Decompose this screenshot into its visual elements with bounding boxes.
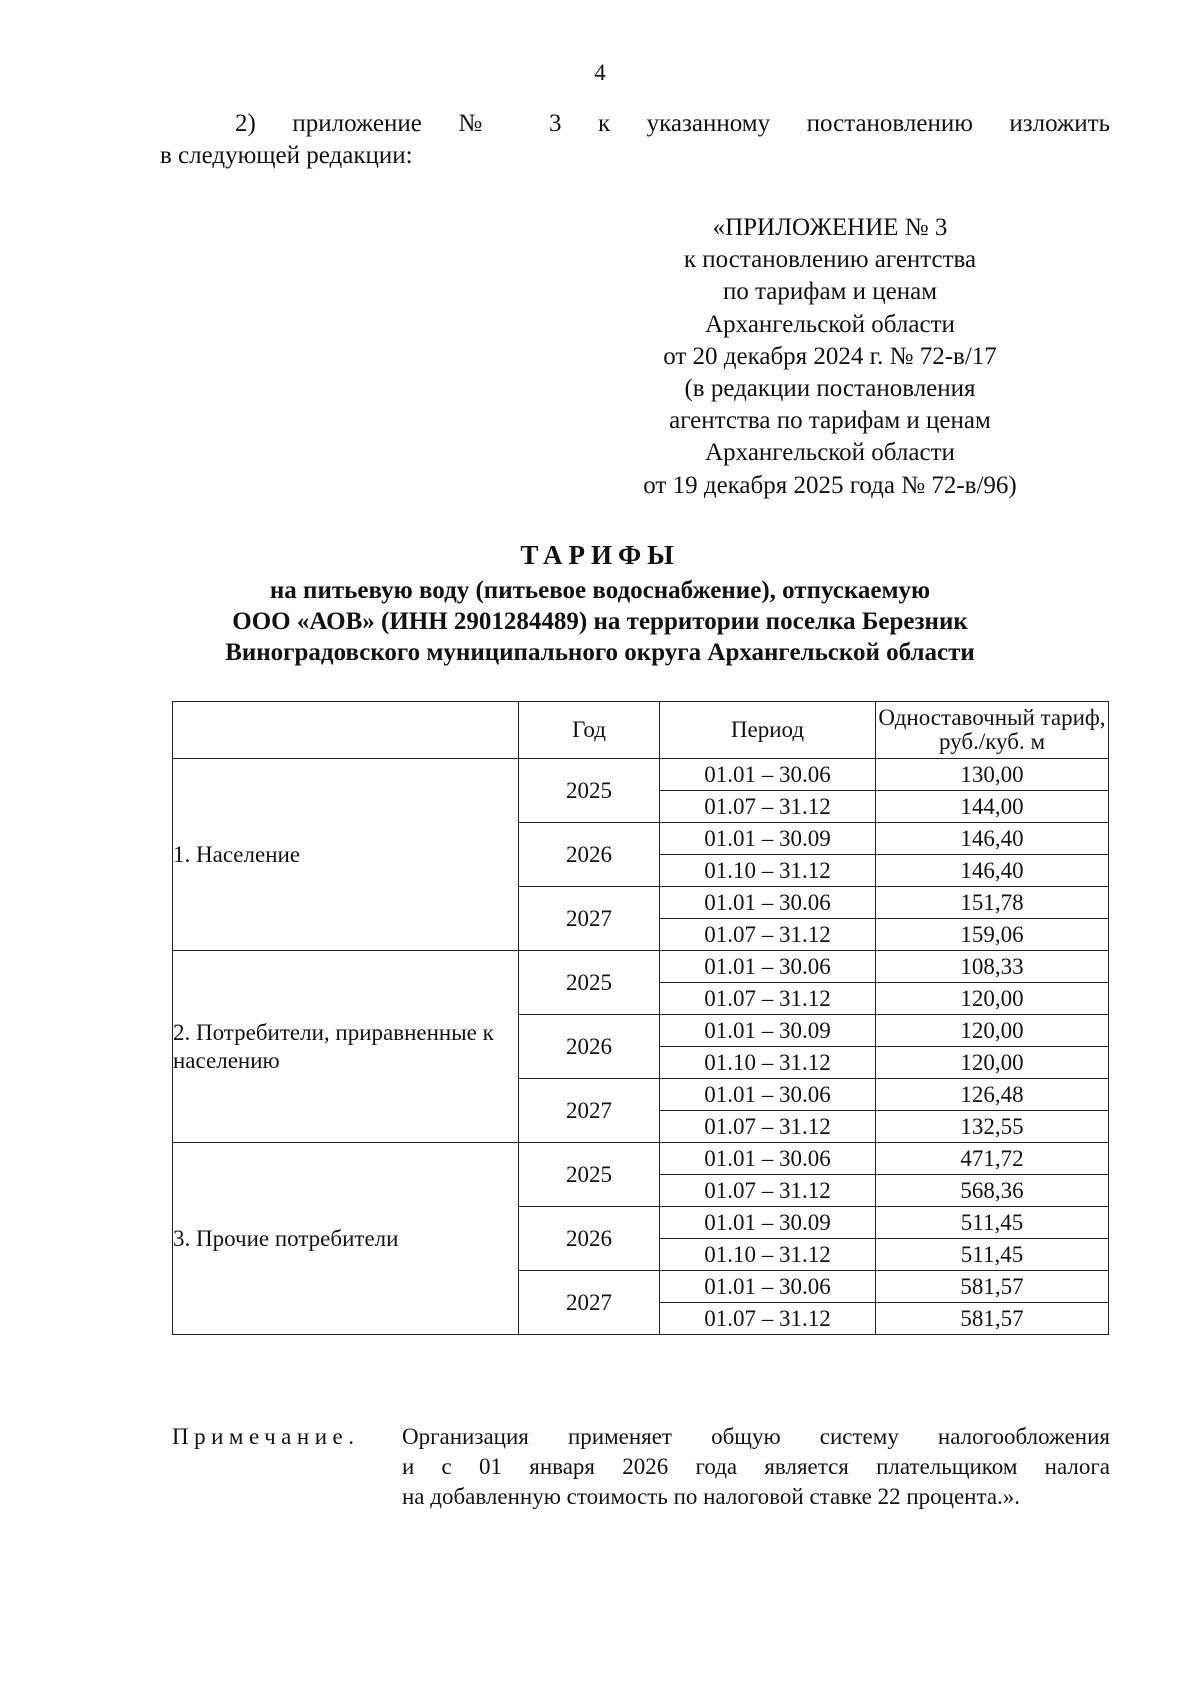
group-cell: 2. Потребители, приравненные к населению <box>173 951 519 1143</box>
period-cell: 01.01 – 30.06 <box>660 759 876 791</box>
year-cell: 2025 <box>519 951 660 1015</box>
header-year: Год <box>519 702 660 759</box>
period-cell: 01.10 – 31.12 <box>660 1047 876 1079</box>
tariff-cell: 132,55 <box>876 1111 1109 1143</box>
tariff-cell: 471,72 <box>876 1143 1109 1175</box>
year-cell: 2026 <box>519 1207 660 1271</box>
period-cell: 01.07 – 31.12 <box>660 1175 876 1207</box>
intro-paragraph <box>160 108 1110 172</box>
table-header-row <box>173 702 1109 759</box>
header-group <box>173 702 519 759</box>
period-cell: 01.01 – 30.06 <box>660 1271 876 1303</box>
period-cell: 01.07 – 31.12 <box>660 1111 876 1143</box>
year-cell: 2027 <box>519 1271 660 1335</box>
appendix-line: (в редакции постановления <box>684 375 976 403</box>
title-subtitle-line: Виноградовского муниципального округа Архангельской области <box>225 639 975 666</box>
note-text <box>402 1422 1110 1512</box>
page-number: 4 <box>594 60 606 85</box>
tariff-cell: 144,00 <box>876 791 1109 823</box>
period-cell: 01.01 – 30.06 <box>660 1143 876 1175</box>
table-row <box>173 759 1109 791</box>
appendix-header <box>580 212 1080 502</box>
title-main: ТАРИФЫ <box>520 540 680 570</box>
year-cell: 2026 <box>519 823 660 887</box>
appendix-line: по тарифам и ценам <box>722 278 938 306</box>
appendix-line: к постановлению агентства <box>683 246 977 274</box>
note-line: и с 01 января 2026 года является плательщиком налога <box>402 1454 1110 1479</box>
appendix-line: Архангельской области <box>705 439 955 467</box>
tariff-cell: 581,57 <box>876 1271 1109 1303</box>
period-cell: 01.01 – 30.06 <box>660 1079 876 1111</box>
header-period: Период <box>660 702 876 759</box>
title-subtitle-line: ООО «АОВ» (ИНН 2901284489) на территории поселка Березник <box>232 608 968 635</box>
group-cell: 3. Прочие потребители <box>173 1143 519 1335</box>
year-cell: 2025 <box>519 759 660 823</box>
tariff-cell: 511,45 <box>876 1239 1109 1271</box>
note-line: Организация применяет общую систему налогообложения <box>402 1424 1110 1449</box>
appendix-line: «ПРИЛОЖЕНИЕ № 3 <box>712 214 948 241</box>
intro-line-2: в следующей редакции: <box>160 142 413 169</box>
table-row <box>173 951 1109 983</box>
group-cell: 1. Население <box>173 759 519 951</box>
tariff-cell: 151,78 <box>876 887 1109 919</box>
year-cell: 2027 <box>519 1079 660 1143</box>
period-cell: 01.01 – 30.06 <box>660 951 876 983</box>
note-line: на добавленную стоимость по налоговой ставке 22 процента.». <box>402 1484 1021 1509</box>
tariff-cell: 146,40 <box>876 855 1109 887</box>
tariff-cell: 108,33 <box>876 951 1109 983</box>
title-subtitle-line: на питьевую воду (питьевое водоснабжение), отпускаемую <box>269 577 931 604</box>
period-cell: 01.07 – 31.12 <box>660 791 876 823</box>
tariff-cell: 126,48 <box>876 1079 1109 1111</box>
period-cell: 01.07 – 31.12 <box>660 1303 876 1335</box>
tariff-cell: 568,36 <box>876 1175 1109 1207</box>
year-cell: 2025 <box>519 1143 660 1207</box>
period-cell: 01.01 – 30.09 <box>660 1207 876 1239</box>
period-cell: 01.10 – 31.12 <box>660 855 876 887</box>
tariff-cell: 146,40 <box>876 823 1109 855</box>
period-cell: 01.07 – 31.12 <box>660 983 876 1015</box>
tariff-cell: 130,00 <box>876 759 1109 791</box>
appendix-line: агентства по тарифам и ценам <box>669 407 991 435</box>
period-cell: 01.01 – 30.09 <box>660 1015 876 1047</box>
tariff-cell: 120,00 <box>876 1015 1109 1047</box>
tariff-cell: 511,45 <box>876 1207 1109 1239</box>
document-title <box>0 535 1200 668</box>
table-row <box>173 1143 1109 1175</box>
year-cell: 2027 <box>519 887 660 951</box>
period-cell: 01.01 – 30.06 <box>660 887 876 919</box>
period-cell: 01.10 – 31.12 <box>660 1239 876 1271</box>
period-cell: 01.07 – 31.12 <box>660 919 876 951</box>
intro-line-1: 2) приложение № 3 к указанному постановлению изложить <box>235 110 1110 137</box>
tariff-cell: 120,00 <box>876 983 1109 1015</box>
tariff-cell: 120,00 <box>876 1047 1109 1079</box>
tariff-table <box>172 701 1109 1335</box>
year-cell: 2026 <box>519 1015 660 1079</box>
note-label: Примечание. <box>172 1424 360 1449</box>
appendix-line: от 20 декабря 2024 г. № 72-в/17 <box>663 342 997 370</box>
period-cell: 01.01 – 30.09 <box>660 823 876 855</box>
tariff-cell: 581,57 <box>876 1303 1109 1335</box>
appendix-line: от 19 декабря 2025 года № 72-в/96) <box>643 471 1017 499</box>
tariff-cell: 159,06 <box>876 919 1109 951</box>
header-tariff: Одноставочный тариф, руб./куб. м <box>876 702 1109 759</box>
appendix-line: Архангельской области <box>705 310 955 338</box>
